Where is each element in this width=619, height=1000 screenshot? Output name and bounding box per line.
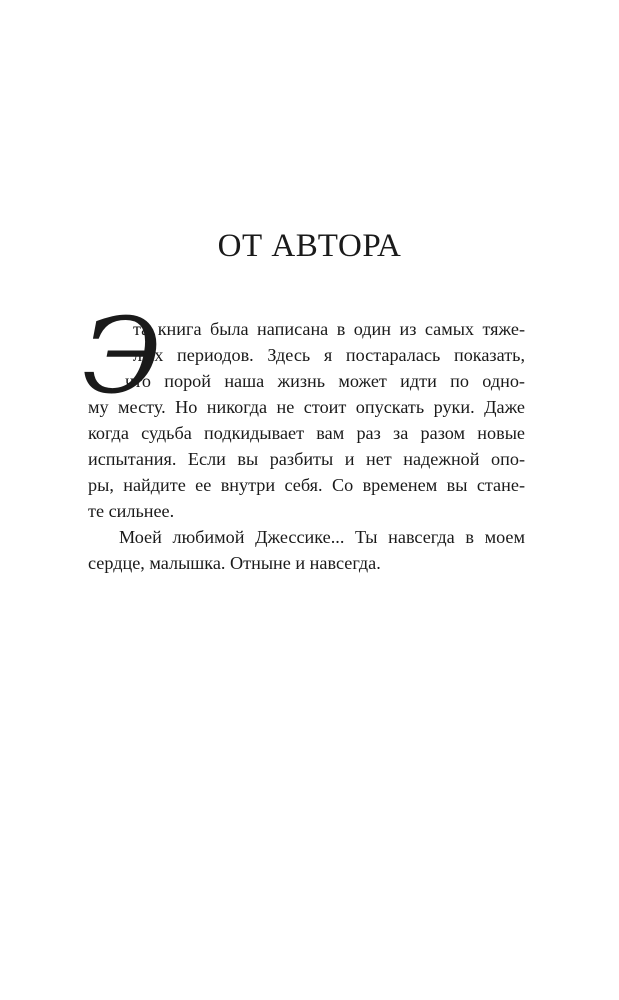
text-line-6: испытания. Если вы разбиты и нет надежной опо- bbox=[88, 449, 525, 469]
text-line-10: сердце, малышка. Отныне и навсегда. bbox=[88, 553, 381, 573]
text-line-7: ры, найдите ее внутри себя. Со временем вы стане- bbox=[88, 475, 525, 495]
text-line-2: лых периодов. Здесь я постаралась показать, bbox=[133, 345, 525, 365]
text-line-5: когда судьба подкидывает вам раз за разом новые bbox=[88, 423, 525, 443]
chapter-title: ОТ АВТОРА bbox=[217, 228, 402, 264]
text-line-9: Моей любимой Джессике... Ты навсегда в моем bbox=[119, 527, 525, 547]
text-line-1: та книга была написана в один из самых тяже- bbox=[133, 319, 525, 339]
text-line-4: му месту. Но никогда не стоит опускать руки. Даже bbox=[88, 397, 525, 417]
text-line-3: что порой наша жизнь может идти по одно- bbox=[125, 371, 525, 391]
drop-cap-letter: Э bbox=[82, 295, 162, 417]
text-line-8: те сильнее. bbox=[88, 501, 175, 521]
